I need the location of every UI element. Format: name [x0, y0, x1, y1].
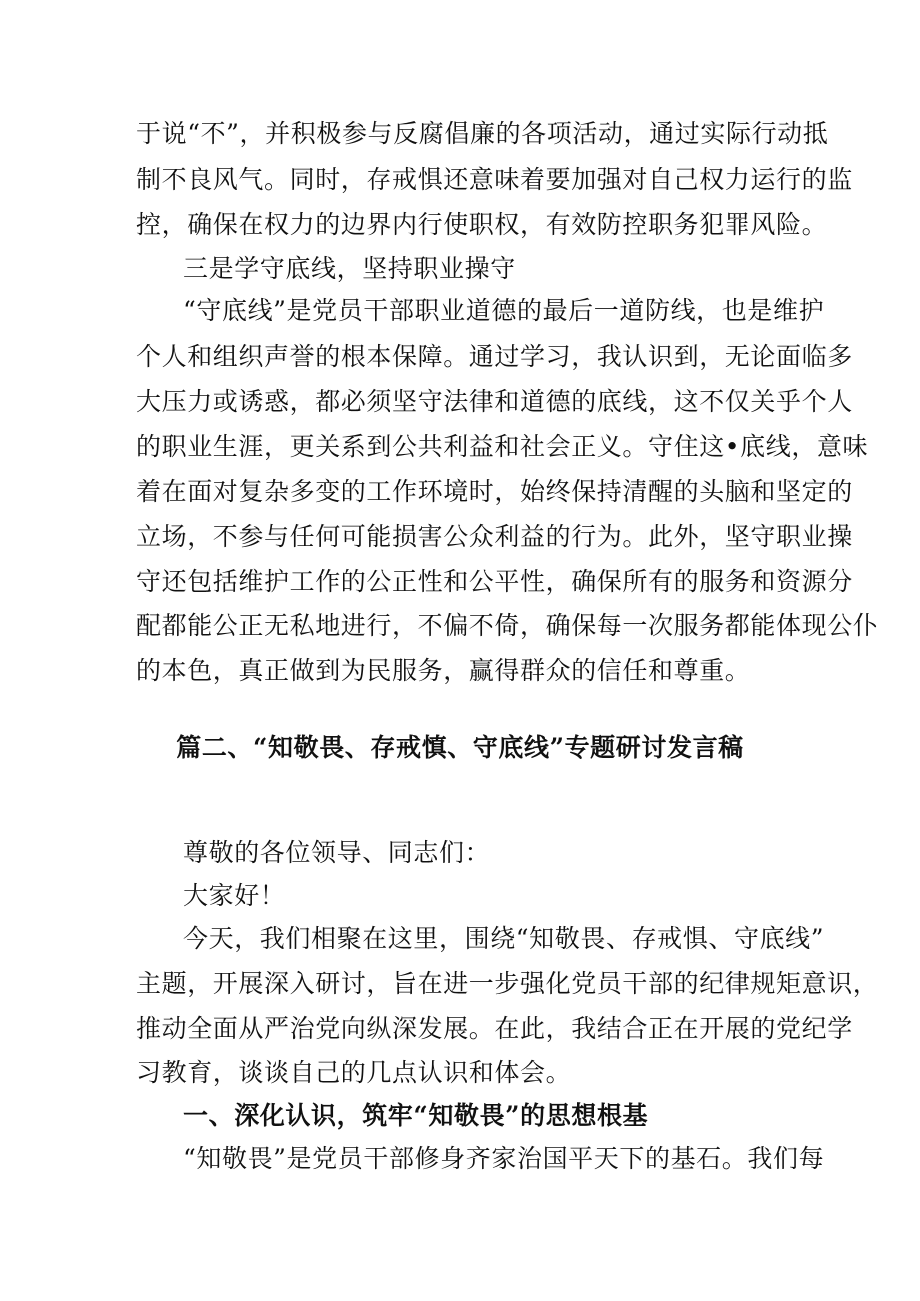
paragraph-line: 立场，不参与任何可能损害公众利益的行为。此外，坚守职业操: [136, 522, 853, 551]
paragraph-line: 守还包括维护工作的公正性和公平性，确保所有的服务和资源分: [136, 567, 853, 596]
paragraph-line: 习教育，谈谈自己的几点认识和体会。: [136, 1058, 572, 1087]
paragraph-line: 于说“不”，并积极参与反腐倡廉的各项活动，通过实际行动抵: [136, 119, 829, 148]
paragraph-line: 的本色，真正做到为民服务，赢得群众的信任和尊重。: [136, 656, 751, 685]
section-heading: 三是学守底线，坚持职业操守: [183, 254, 516, 283]
paragraph-line: 控，确保在权力的边界内行使职权，有效防控职务犯罪风险。: [136, 210, 828, 239]
paragraph-line: 着在面对复杂多变的工作环境时，始终保持清醒的头脑和坚定的: [136, 477, 853, 506]
paragraph-line: 今天，我们相聚在这里，围绕“知敬畏、存戒惧、守底线”: [183, 924, 825, 953]
paragraph-line: 大压力或诱惑，都必须坚守法律和道德的底线，这不仅关乎个人: [136, 387, 853, 416]
paragraph-line: “知敬畏”是党员干部修身齐家治国平天下的基石。我们每: [183, 1144, 825, 1173]
paragraph-line: 制不良风气。同时，存戒惧还意味着要加强对自己权力运行的监: [136, 165, 853, 194]
greeting: 大家好！: [183, 881, 286, 910]
section-heading: 一、深化认识，筑牢“知敬畏”的思想根基: [183, 1101, 649, 1130]
paragraph-line: 的职业生涯，更关系到公共利益和社会正义。守住这•底线，意味: [136, 432, 869, 461]
paragraph-line: 配都能公正无私地进行，不偏不倚，确保每一次服务都能体现公仆: [136, 611, 879, 640]
salutation: 尊敬的各位领导、同志们：: [183, 838, 491, 867]
paragraph-line: 推动全面从严治党向纵深发展。在此，我结合正在开展的党纪学: [136, 1014, 853, 1043]
article-title: 篇二、“知敬畏、存戒慎、守底线”专题研讨发言稿: [176, 733, 744, 762]
paragraph-line: 主题，开展深入研讨，旨在进一步强化党员干部的纪律规矩意识，: [136, 969, 879, 998]
paragraph-line: “守底线”是党员干部职业道德的最后一道防线，也是维护: [183, 296, 825, 325]
paragraph-line: 个人和组织声誉的根本保障。通过学习，我认识到，无论面临多: [136, 342, 853, 371]
